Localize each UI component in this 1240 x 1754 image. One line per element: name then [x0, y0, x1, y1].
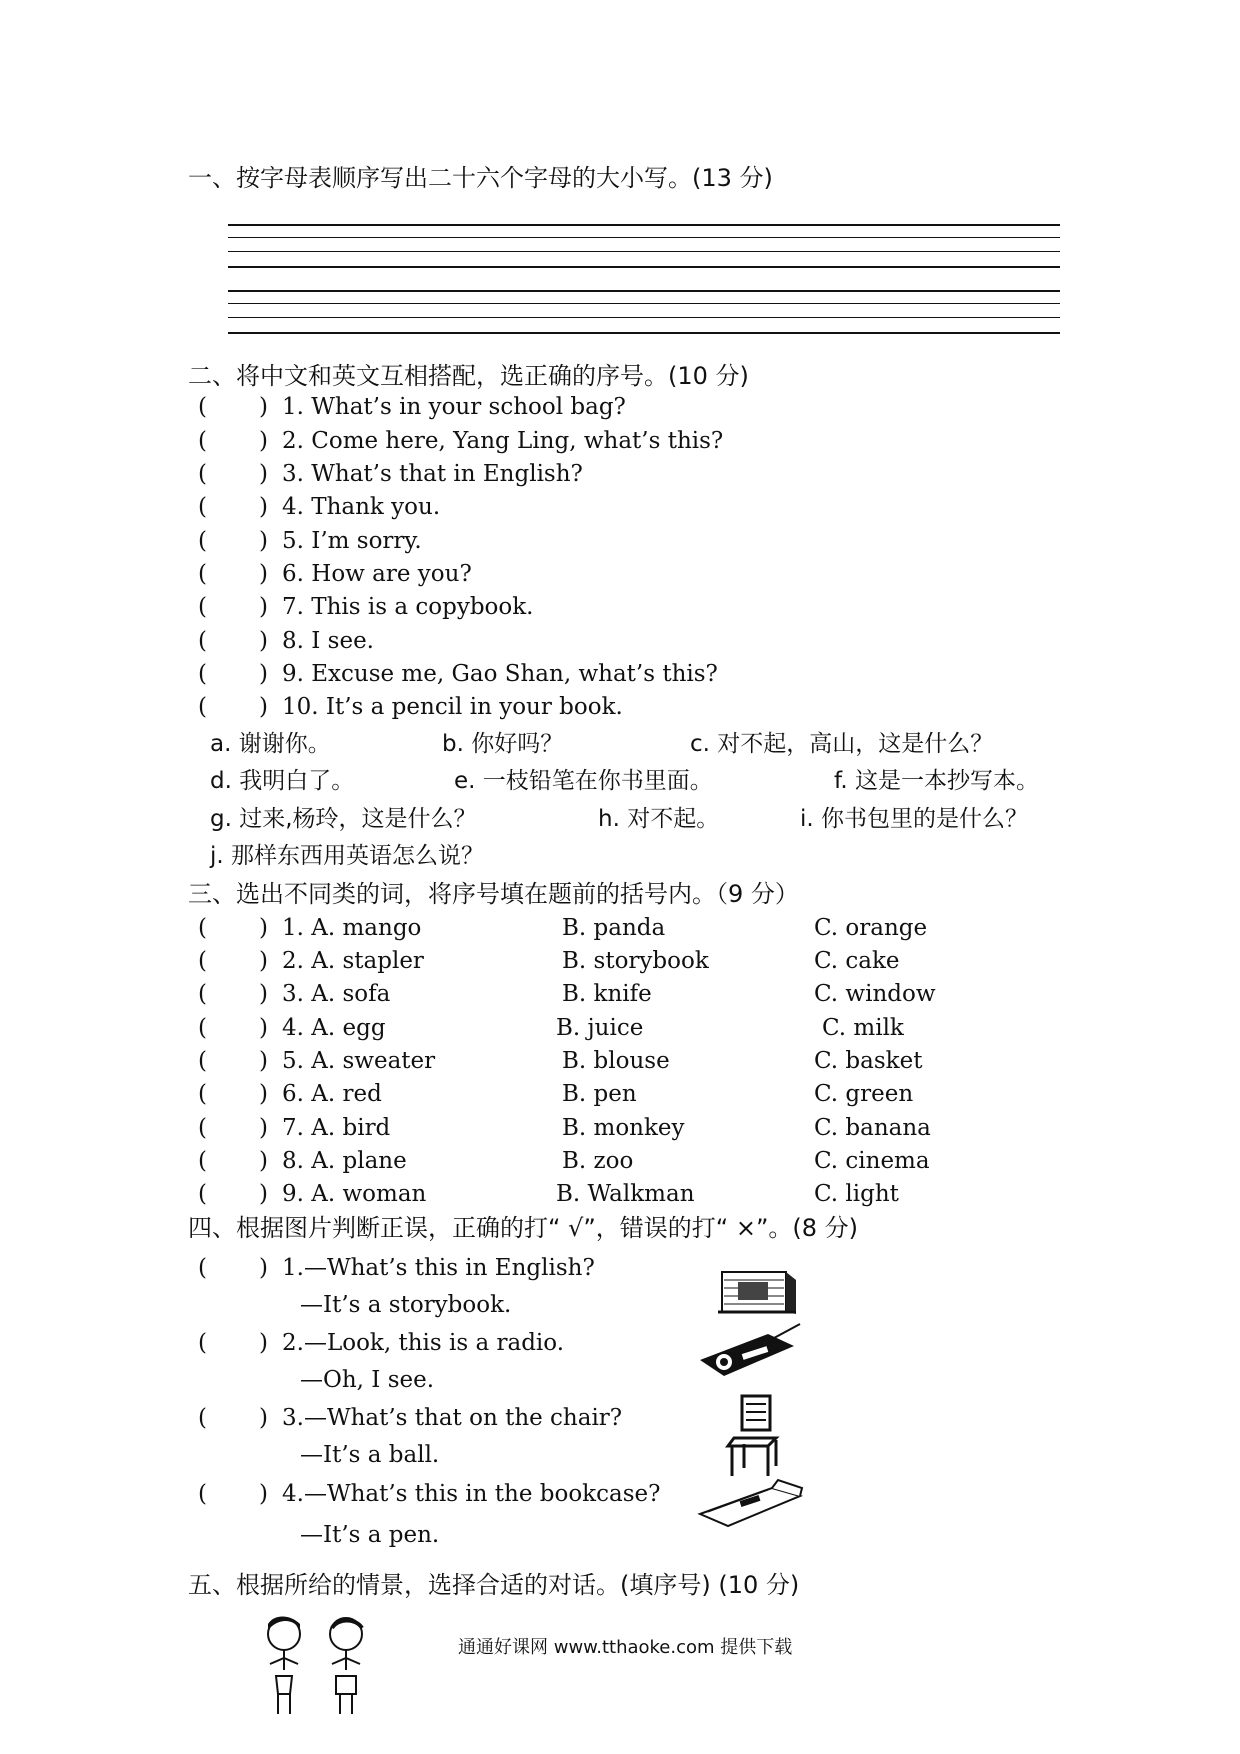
radio-icon: [690, 1322, 810, 1396]
choice-b: B. knife: [562, 981, 652, 1007]
choice-a: ( ) 6. A. red: [198, 1081, 382, 1107]
matching-item: ( ) 3. What’s that in English?: [198, 461, 583, 487]
choice-b: B. storybook: [562, 948, 709, 974]
section-2-title: 二、将中文和英文互相搭配，选正确的序号。(10 分): [188, 362, 749, 390]
judge-item-2-answer: —Oh, I see.: [300, 1367, 435, 1393]
matching-item: ( ) 2. Come here, Yang Ling, what’s this?: [198, 428, 724, 454]
choice-a: ( ) 3. A. sofa: [198, 981, 391, 1007]
pencil-box-icon: [694, 1476, 804, 1532]
choice-c: C. milk: [822, 1015, 904, 1041]
choice-b: B. pen: [562, 1081, 637, 1107]
matching-item: ( ) 9. Excuse me, Gao Shan, what’s this?: [198, 661, 718, 687]
kids-illustration: [262, 1612, 382, 1724]
writing-line: [228, 317, 1060, 318]
judge-item-3-answer: —It’s a ball.: [300, 1442, 440, 1468]
choice-c: C. light: [814, 1181, 899, 1207]
option-c: c. 对不起，高山，这是什么？: [690, 731, 994, 757]
choice-a: ( ) 9. A. woman: [198, 1181, 427, 1207]
writing-line: [228, 332, 1060, 334]
judge-item-1-question: ( ) 1.—What’s this in English?: [198, 1255, 595, 1281]
option-i: i. 你书包里的是什么？: [800, 806, 1029, 832]
choice-c: C. window: [814, 981, 936, 1007]
option-b: b. 你好吗？: [442, 731, 564, 757]
writing-line: [228, 290, 1060, 292]
option-e: e. 一枝铅笔在你书里面。: [454, 768, 713, 794]
matching-item: ( ) 1. What’s in your school bag?: [198, 394, 626, 420]
option-j: j. 那样东西用英语怎么说？: [210, 843, 485, 869]
option-d: d. 我明白了。: [210, 768, 355, 794]
choice-c: C. basket: [814, 1048, 923, 1074]
choice-a: ( ) 8. A. plane: [198, 1148, 407, 1174]
choice-a: ( ) 1. A. mango: [198, 915, 422, 941]
judge-item-3-question: ( ) 3.—What’s that on the chair?: [198, 1405, 623, 1431]
writing-line: [228, 224, 1060, 226]
section-3-title: 三、选出不同类的词，将序号填在题前的括号内。（9 分）: [188, 880, 799, 908]
option-f: f. 这是一本抄写本。: [834, 768, 1040, 794]
option-h: h. 对不起。: [598, 806, 720, 832]
writing-line: [228, 303, 1060, 304]
chair-icon: [724, 1390, 786, 1482]
choice-b: B. blouse: [562, 1048, 670, 1074]
writing-line: [228, 266, 1060, 268]
choice-a: ( ) 2. A. stapler: [198, 948, 424, 974]
choice-b: B. Walkman: [556, 1181, 695, 1207]
choice-b: B. monkey: [562, 1115, 685, 1141]
section-5-title: 五、根据所给的情景，选择合适的对话。(填序号) (10 分): [188, 1571, 800, 1599]
choice-a: ( ) 4. A. egg: [198, 1015, 386, 1041]
choice-c: C. banana: [814, 1115, 931, 1141]
footer-source-text: 通通好课网 www.tthaoke.com 提供下载: [458, 1637, 793, 1658]
choice-c: C. orange: [814, 915, 928, 941]
choice-c: C. cinema: [814, 1148, 930, 1174]
section-1-title: 一、按字母表顺序写出二十六个字母的大小写。(13 分): [188, 164, 773, 192]
choice-a: ( ) 5. A. sweater: [198, 1048, 436, 1074]
section-4-title: 四、根据图片判断正误，正确的打“ √”，错误的打“ ×”。(8 分): [188, 1214, 859, 1242]
matching-item: ( ) 8. I see.: [198, 628, 374, 654]
choice-b: B. zoo: [562, 1148, 634, 1174]
choice-c: C. green: [814, 1081, 914, 1107]
matching-item: ( ) 10. It’s a pencil in your book.: [198, 694, 623, 720]
book-icon: [712, 1262, 802, 1320]
choice-b: B. juice: [556, 1015, 644, 1041]
matching-item: ( ) 7. This is a copybook.: [198, 594, 534, 620]
judge-item-4-answer: —It’s a pen.: [300, 1522, 440, 1548]
matching-item: ( ) 6. How are you?: [198, 561, 472, 587]
choice-c: C. cake: [814, 948, 900, 974]
choice-b: B. panda: [562, 915, 666, 941]
option-g: g. 过来,杨玲，这是什么？: [210, 806, 477, 832]
judge-item-2-question: ( ) 2.—Look, this is a radio.: [198, 1330, 565, 1356]
option-a: a. 谢谢你。: [210, 731, 331, 757]
writing-line: [228, 251, 1060, 252]
judge-item-4-question: ( ) 4.—What’s this in the bookcase?: [198, 1481, 661, 1507]
matching-item: ( ) 4. Thank you.: [198, 494, 441, 520]
writing-line: [228, 237, 1060, 238]
matching-item: ( ) 5. I’m sorry.: [198, 528, 422, 554]
choice-a: ( ) 7. A. bird: [198, 1115, 391, 1141]
judge-item-1-answer: —It’s a storybook.: [300, 1292, 512, 1318]
